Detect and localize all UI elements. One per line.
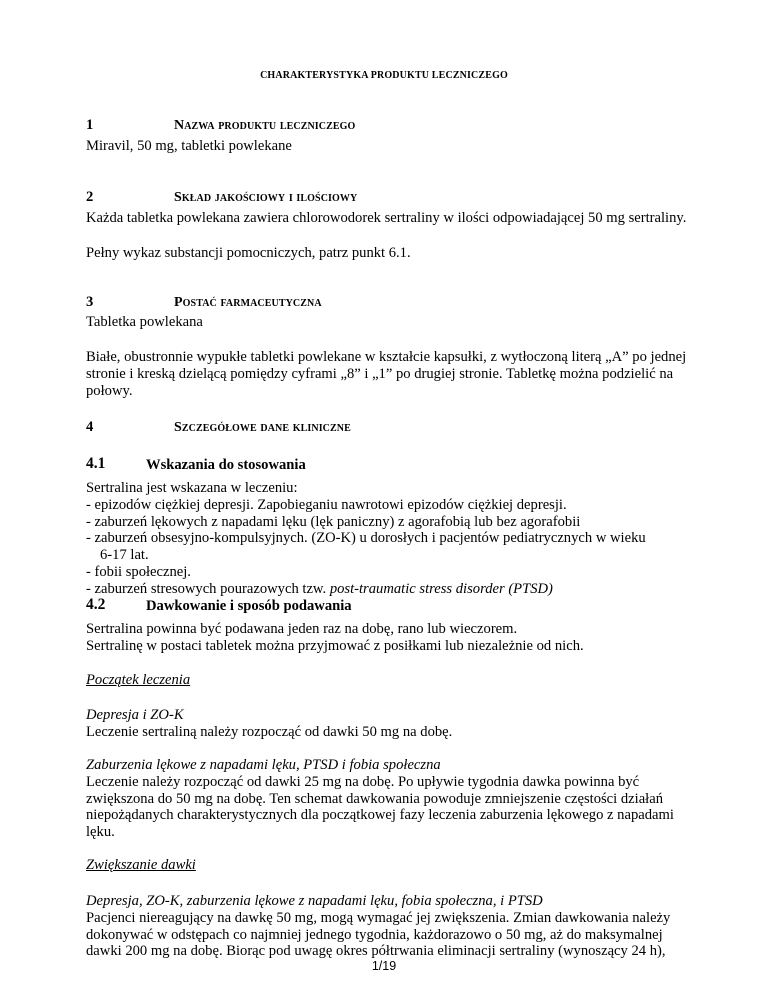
list-item: - epizodów ciężkiej depresji. Zapobieganiu nawrotowi epizodów ciężkiej depresji. [86,496,567,513]
section-2-paragraph-2: Pełny wykaz substancji pomocniczych, patrz punkt 6.1. [86,245,411,261]
depression-ocd-block [86,707,708,741]
section-1-number: 1 [86,117,94,133]
list-item: Sertralina jest wskazana w leczeniu: [86,480,298,496]
text-line: lęku. [86,824,115,841]
section-3-title: Postać farmaceutyczna [174,295,322,310]
list-item: - zaburzeń lękowych z napadami lęku (lęk paniczny) z agorafobią lub bez agorafobii [86,513,581,530]
section-1-body: Miravil, 50 mg, tabletki powlekane [86,138,292,154]
subsection-4-1-title: Wskazania do stosowania [146,457,306,473]
section-2-number: 2 [86,189,94,205]
list-item-italic-text: post-traumatic stress disorder (PTSD) [329,580,553,597]
section-3-number: 3 [86,294,94,310]
list-item: - fobii społecznej. [86,563,191,580]
subsection-4-2-number: 4.2 [86,596,106,613]
dose-increase-heading: Depresja, ZO-K, zaburzenia lękowe z napadami lęku, fobia społeczna, i PTSD [86,893,543,909]
text-line: Sertralinę w postaci tabletek można przyjmować z posiłkami lub niezależnie od nich. [86,637,584,654]
text-line: Sertralina powinna być podawana jeden raz na dobę, rano lub wieczorem. [86,621,518,637]
list-item-continuation: 6-17 lat. [100,547,149,564]
heading-treatment-start: Początek leczenia [86,672,191,688]
text-line: Pacjenci niereagujący na dawkę 50 mg, mogą wymagać jej zwiększenia. Zmian dawkowania należy [86,909,671,926]
text-line: dokonywać w odstępach co najmniej jednego tygodnia, każdorazowo o 50 mg, aż do maksymalnej [86,926,663,943]
anxiety-block [86,757,708,841]
indications-list [86,480,708,598]
depression-ocd-text: Leczenie sertraliną należy rozpocząć od dawki 50 mg na dobę. [86,723,453,740]
text-line: dawki 200 mg na dobę. Biorąc pod uwagę okres półtrwania eliminacji sertraliny (wynoszący 24 h), [86,943,666,960]
list-item-text: - zaburzeń stresowych pourazowych tzw. [86,580,330,597]
anxiety-heading: Zaburzenia lękowe z napadami lęku, PTSD i fobia społeczna [86,757,441,773]
section-3-paragraph-1: Tabletka powlekana [86,314,203,330]
depression-ocd-heading: Depresja i ZO-K [86,707,184,723]
text-line: niepożądanych charakterystycznych dla początkowej fazy leczenia zaburzenia lękowego z napadami [86,807,674,824]
dosing-intro [86,621,708,655]
text-line: stronie i kreską dzielącą pomiędzy cyframi „8” i „1” po drugiej stronie. Tabletkę można podzielić na [86,365,674,382]
section-4-title: Szczegółowe dane kliniczne [174,420,351,435]
section-2-title: Skład jakościowy i ilościowy [174,190,358,205]
text-line: Białe, obustronnie wypukłe tabletki powlekane w kształcie kapsułki, z wytłoczoną literą „A” po jednej [86,349,687,365]
subsection-4-1-number: 4.1 [86,455,106,472]
section-1-title: Nazwa produktu leczniczego [174,118,356,133]
section-2-paragraph-1: Każda tabletka powlekana zawiera chlorowodorek sertraliny w ilości odpowiadającej 50 mg sertraliny. [86,210,687,226]
text-line: Leczenie należy rozpocząć od dawki 25 mg na dobę. Po upływie tygodnia dawka powinna być [86,773,640,790]
text-line: zwiększona do 50 mg na dobę. Ten schemat dawkowania powoduje zmniejszenie częstości działań [86,790,663,807]
text-line: połowy. [86,382,133,399]
subsection-4-2-title: Dawkowanie i sposób podawania [146,598,352,614]
list-item [86,581,708,598]
list-item: - zaburzeń obsesyjno-kompulsyjnych. (ZO-K) u dorosłych i pacjentów pediatrycznych w wieku [86,530,646,547]
heading-dose-increase: Zwiększanie dawki [86,857,196,873]
section-4-number: 4 [86,419,94,435]
document-title: CHARAKTERYSTYKA PRODUKTU LECZNICZEGO [260,70,508,81]
dose-increase-block [86,893,708,960]
page-number: 1/19 [371,959,397,973]
section-3-paragraph-2 [86,349,708,399]
